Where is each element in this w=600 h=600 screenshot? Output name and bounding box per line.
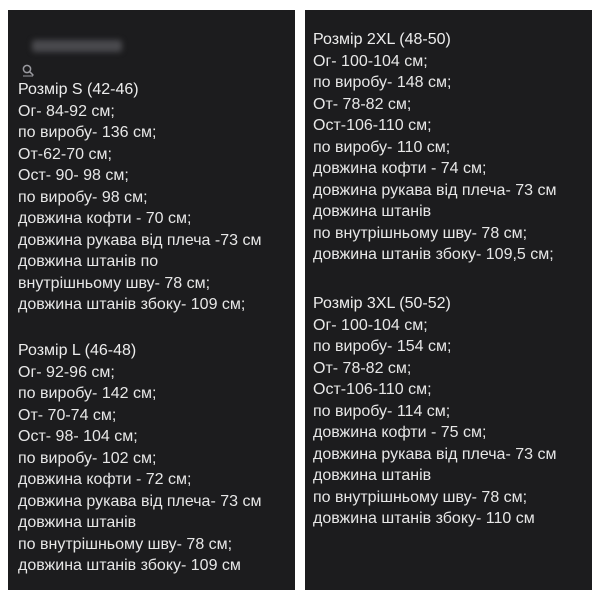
size-2xl-heading: Розмір 2XL (48-50) [313, 31, 451, 48]
size-s-block [18, 79, 295, 316]
size-l-line: по внутрішньому шву- 78 см; [18, 535, 233, 553]
size-chart-card-right [305, 10, 592, 590]
size-3xl-line: по виробу- 154 см; [313, 338, 452, 355]
size-3xl-line: Ост-106-110 см; [313, 381, 432, 398]
size-l-line: довжина штанів збоку- 109 см [18, 557, 241, 574]
size-3xl-line: От- 78-82 см; [313, 359, 412, 377]
size-3xl-line: по виробу- 114 см; [313, 402, 451, 420]
size-l-block [18, 340, 295, 577]
size-s-line: довжина кофти - 70 см; [18, 210, 192, 227]
size-2xl-line: довжина кофти - 74 см; [313, 160, 487, 177]
size-s-line: довжина рукава від плеча -73 см [18, 231, 262, 249]
blurred-header [32, 40, 122, 52]
size-2xl-block [313, 29, 592, 266]
size-3xl-line: довжина штанів [313, 467, 432, 484]
size-s-line: по виробу- 98 см; [18, 188, 148, 206]
size-l-line: по виробу- 102 см; [18, 449, 157, 467]
size-l-heading: Розмір L (46-48) [18, 342, 137, 359]
size-l-line: по виробу- 142 см; [18, 385, 157, 402]
size-2xl-line: довжина рукава від плеча- 73 см [313, 181, 557, 199]
size-chart-card-left [8, 10, 295, 590]
size-2xl-line: по внутрішньому шву- 78 см; [313, 224, 528, 242]
size-l-line: От- 70-74 см; [18, 406, 117, 424]
size-s-line: От-62-70 см; [18, 145, 112, 163]
size-2xl-line: Ост-106-110 см; [313, 117, 432, 134]
size-3xl-line: довжина кофти - 75 см; [313, 424, 487, 441]
size-l-line: довжина штанів [18, 514, 137, 531]
size-s-line: Ог- 84-92 см; [18, 102, 115, 120]
size-3xl-line: по внутрішньому шву- 78 см; [313, 488, 528, 506]
size-l-line: довжина кофти - 72 см; [18, 471, 192, 488]
size-l-line: Ост- 98- 104 см; [18, 428, 138, 445]
size-l-line: довжина рукава від плеча- 73 см [18, 492, 262, 510]
size-s-line: довжина штанів по [18, 253, 159, 270]
size-3xl-line: довжина рукава від плеча- 73 см [313, 445, 557, 463]
size-s-line: Ост- 90- 98 см; [18, 167, 129, 184]
size-3xl-line: довжина штанів збоку- 110 см [313, 510, 535, 527]
size-l-line: Ог- 92-96 см; [18, 363, 115, 381]
size-2xl-line: довжина штанів [313, 203, 432, 220]
size-2xl-line: по виробу- 148 см; [313, 74, 452, 91]
size-3xl-line: Ог- 100-104 см; [313, 316, 428, 334]
size-s-heading: Розмір S (42-46) [18, 81, 139, 98]
size-3xl-block [313, 293, 592, 530]
size-2xl-line: по виробу- 110 см; [313, 138, 451, 156]
size-2xl-line: От- 78-82 см; [313, 95, 412, 113]
size-2xl-line: Ог- 100-104 см; [313, 52, 428, 70]
size-2xl-line: довжина штанів збоку- 109,5 см; [313, 246, 554, 263]
size-s-line: по виробу- 136 см; [18, 124, 157, 141]
size-s-line: внутрішньому шву- 78 см; [18, 274, 211, 292]
search-icon[interactable] [21, 63, 35, 77]
size-s-line: довжина штанів збоку- 109 см; [18, 296, 246, 313]
size-3xl-heading: Розмір 3XL (50-52) [313, 295, 451, 312]
